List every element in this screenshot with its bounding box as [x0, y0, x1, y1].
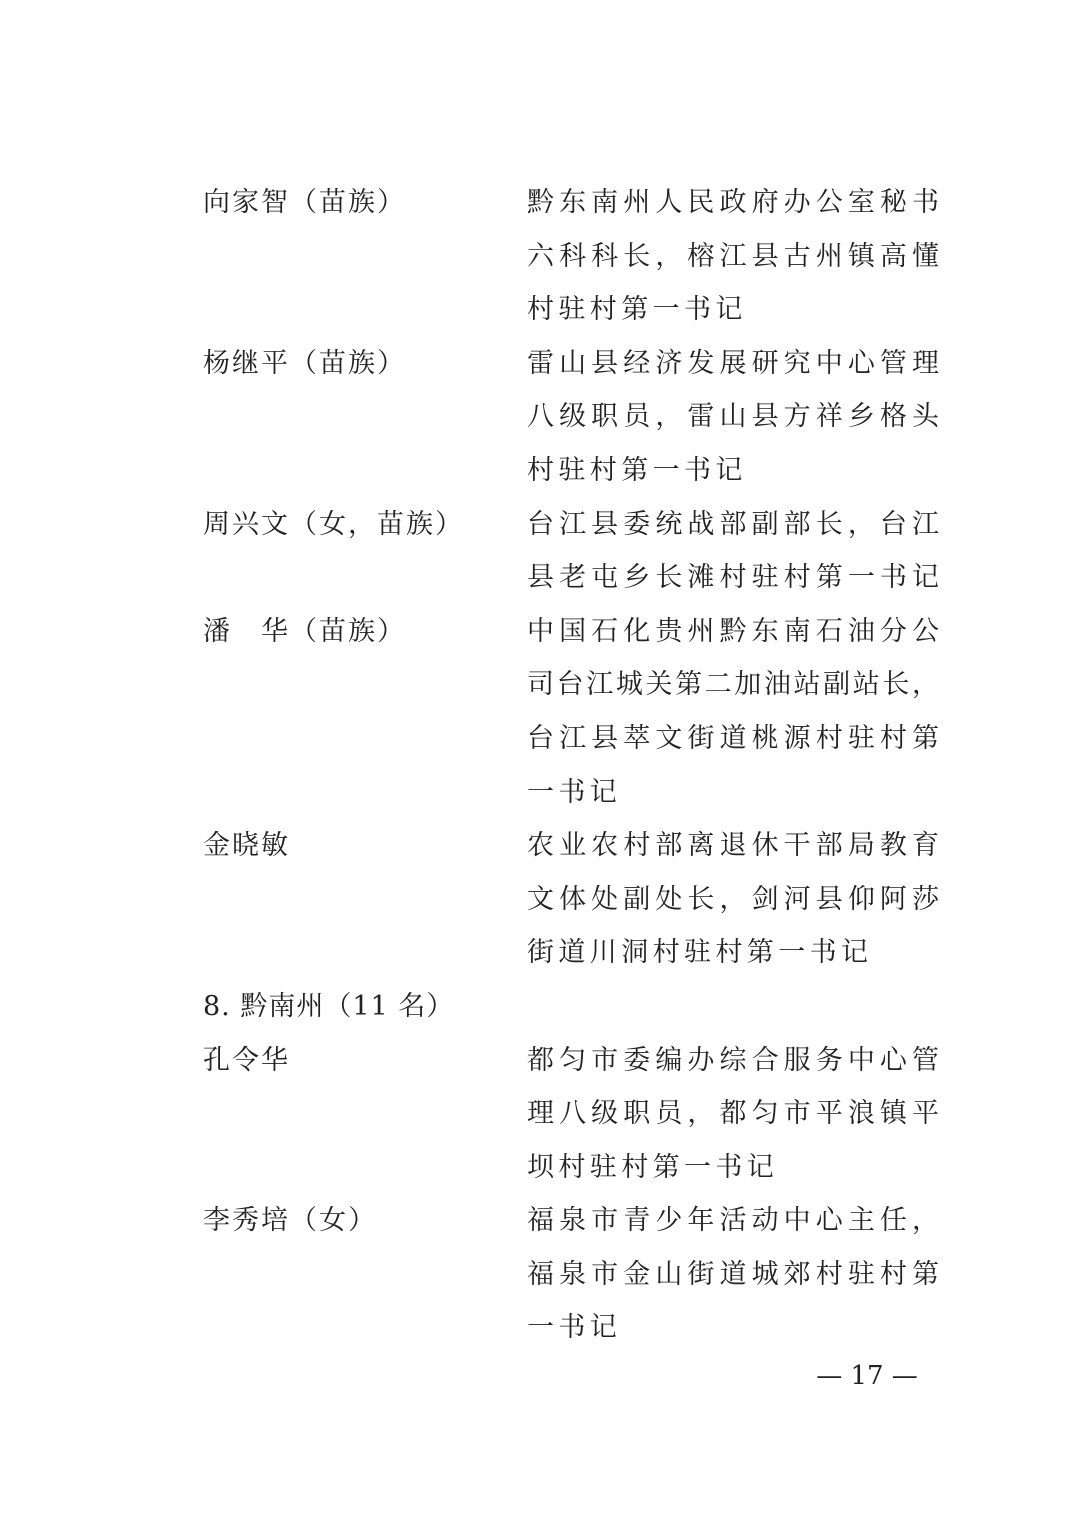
list-item: [203, 1194, 943, 1355]
list-item: [203, 337, 943, 498]
person-name: 孔令华: [203, 1044, 290, 1076]
person-description: [527, 498, 939, 605]
description-line: 一书记: [527, 1312, 622, 1344]
person-name: 周兴文（女，苗族）: [203, 508, 464, 540]
person-name: 杨继平（苗族）: [203, 347, 406, 379]
description-line: 八级职员，雷山县方祥乡格头: [527, 401, 939, 433]
section-heading: 8. 黔南州（11 名）: [203, 990, 455, 1022]
person-description: [527, 176, 939, 337]
person-name: 向家智（苗族）: [203, 187, 406, 218]
list-item: [203, 1034, 943, 1195]
description-line: 司台江城关第二加油站副站长，: [527, 669, 939, 701]
list-item: [203, 819, 943, 980]
person-name: 金晓敏: [203, 830, 290, 862]
description-line: 坝村驻村第一书记: [527, 1151, 779, 1183]
page-number: — 17 —: [816, 1361, 918, 1391]
description-line: 雷山县经济发展研究中心管理: [527, 347, 939, 379]
person-name: 潘 华（苗族）: [203, 615, 406, 647]
person-name: 李秀培（女）: [203, 1205, 377, 1237]
list-item: [203, 605, 943, 819]
description-line: 六科科长，榕江县古州镇高懂: [527, 240, 939, 272]
description-line: 黔东南州人民政府办公室秘书: [527, 187, 939, 218]
person-description: [527, 1034, 939, 1195]
list-item: [203, 176, 943, 337]
person-description: [527, 605, 939, 819]
content-area: [203, 176, 943, 1355]
description-line: 都匀市委编办综合服务中心管: [527, 1044, 939, 1076]
description-line: 福泉市青少年活动中心主任，: [527, 1205, 939, 1237]
description-line: 台江县萃文街道桃源村驻村第: [527, 722, 939, 754]
description-line: 村驻村第一书记: [527, 454, 747, 486]
description-line: 农业农村部离退休干部局教育: [527, 830, 939, 862]
description-line: 理八级职员，都匀市平浪镇平: [527, 1098, 939, 1130]
person-description: [527, 819, 939, 980]
description-line: 文体处副处长，剑河县仰阿莎: [527, 883, 939, 915]
description-line: 县老屯乡长滩村驻村第一书记: [527, 562, 939, 594]
description-line: 村驻村第一书记: [527, 294, 747, 326]
description-line: 台江县委统战部副部长，台江: [527, 508, 939, 540]
description-line: 中国石化贵州黔东南石油分公: [527, 615, 939, 647]
description-line: 福泉市金山街道城郊村驻村第: [527, 1258, 939, 1290]
person-description: [527, 337, 939, 498]
description-line: 街道川洞村驻村第一书记: [527, 937, 873, 969]
description-line: 一书记: [527, 776, 622, 808]
list-item: [203, 498, 943, 605]
person-description: [527, 1194, 939, 1355]
